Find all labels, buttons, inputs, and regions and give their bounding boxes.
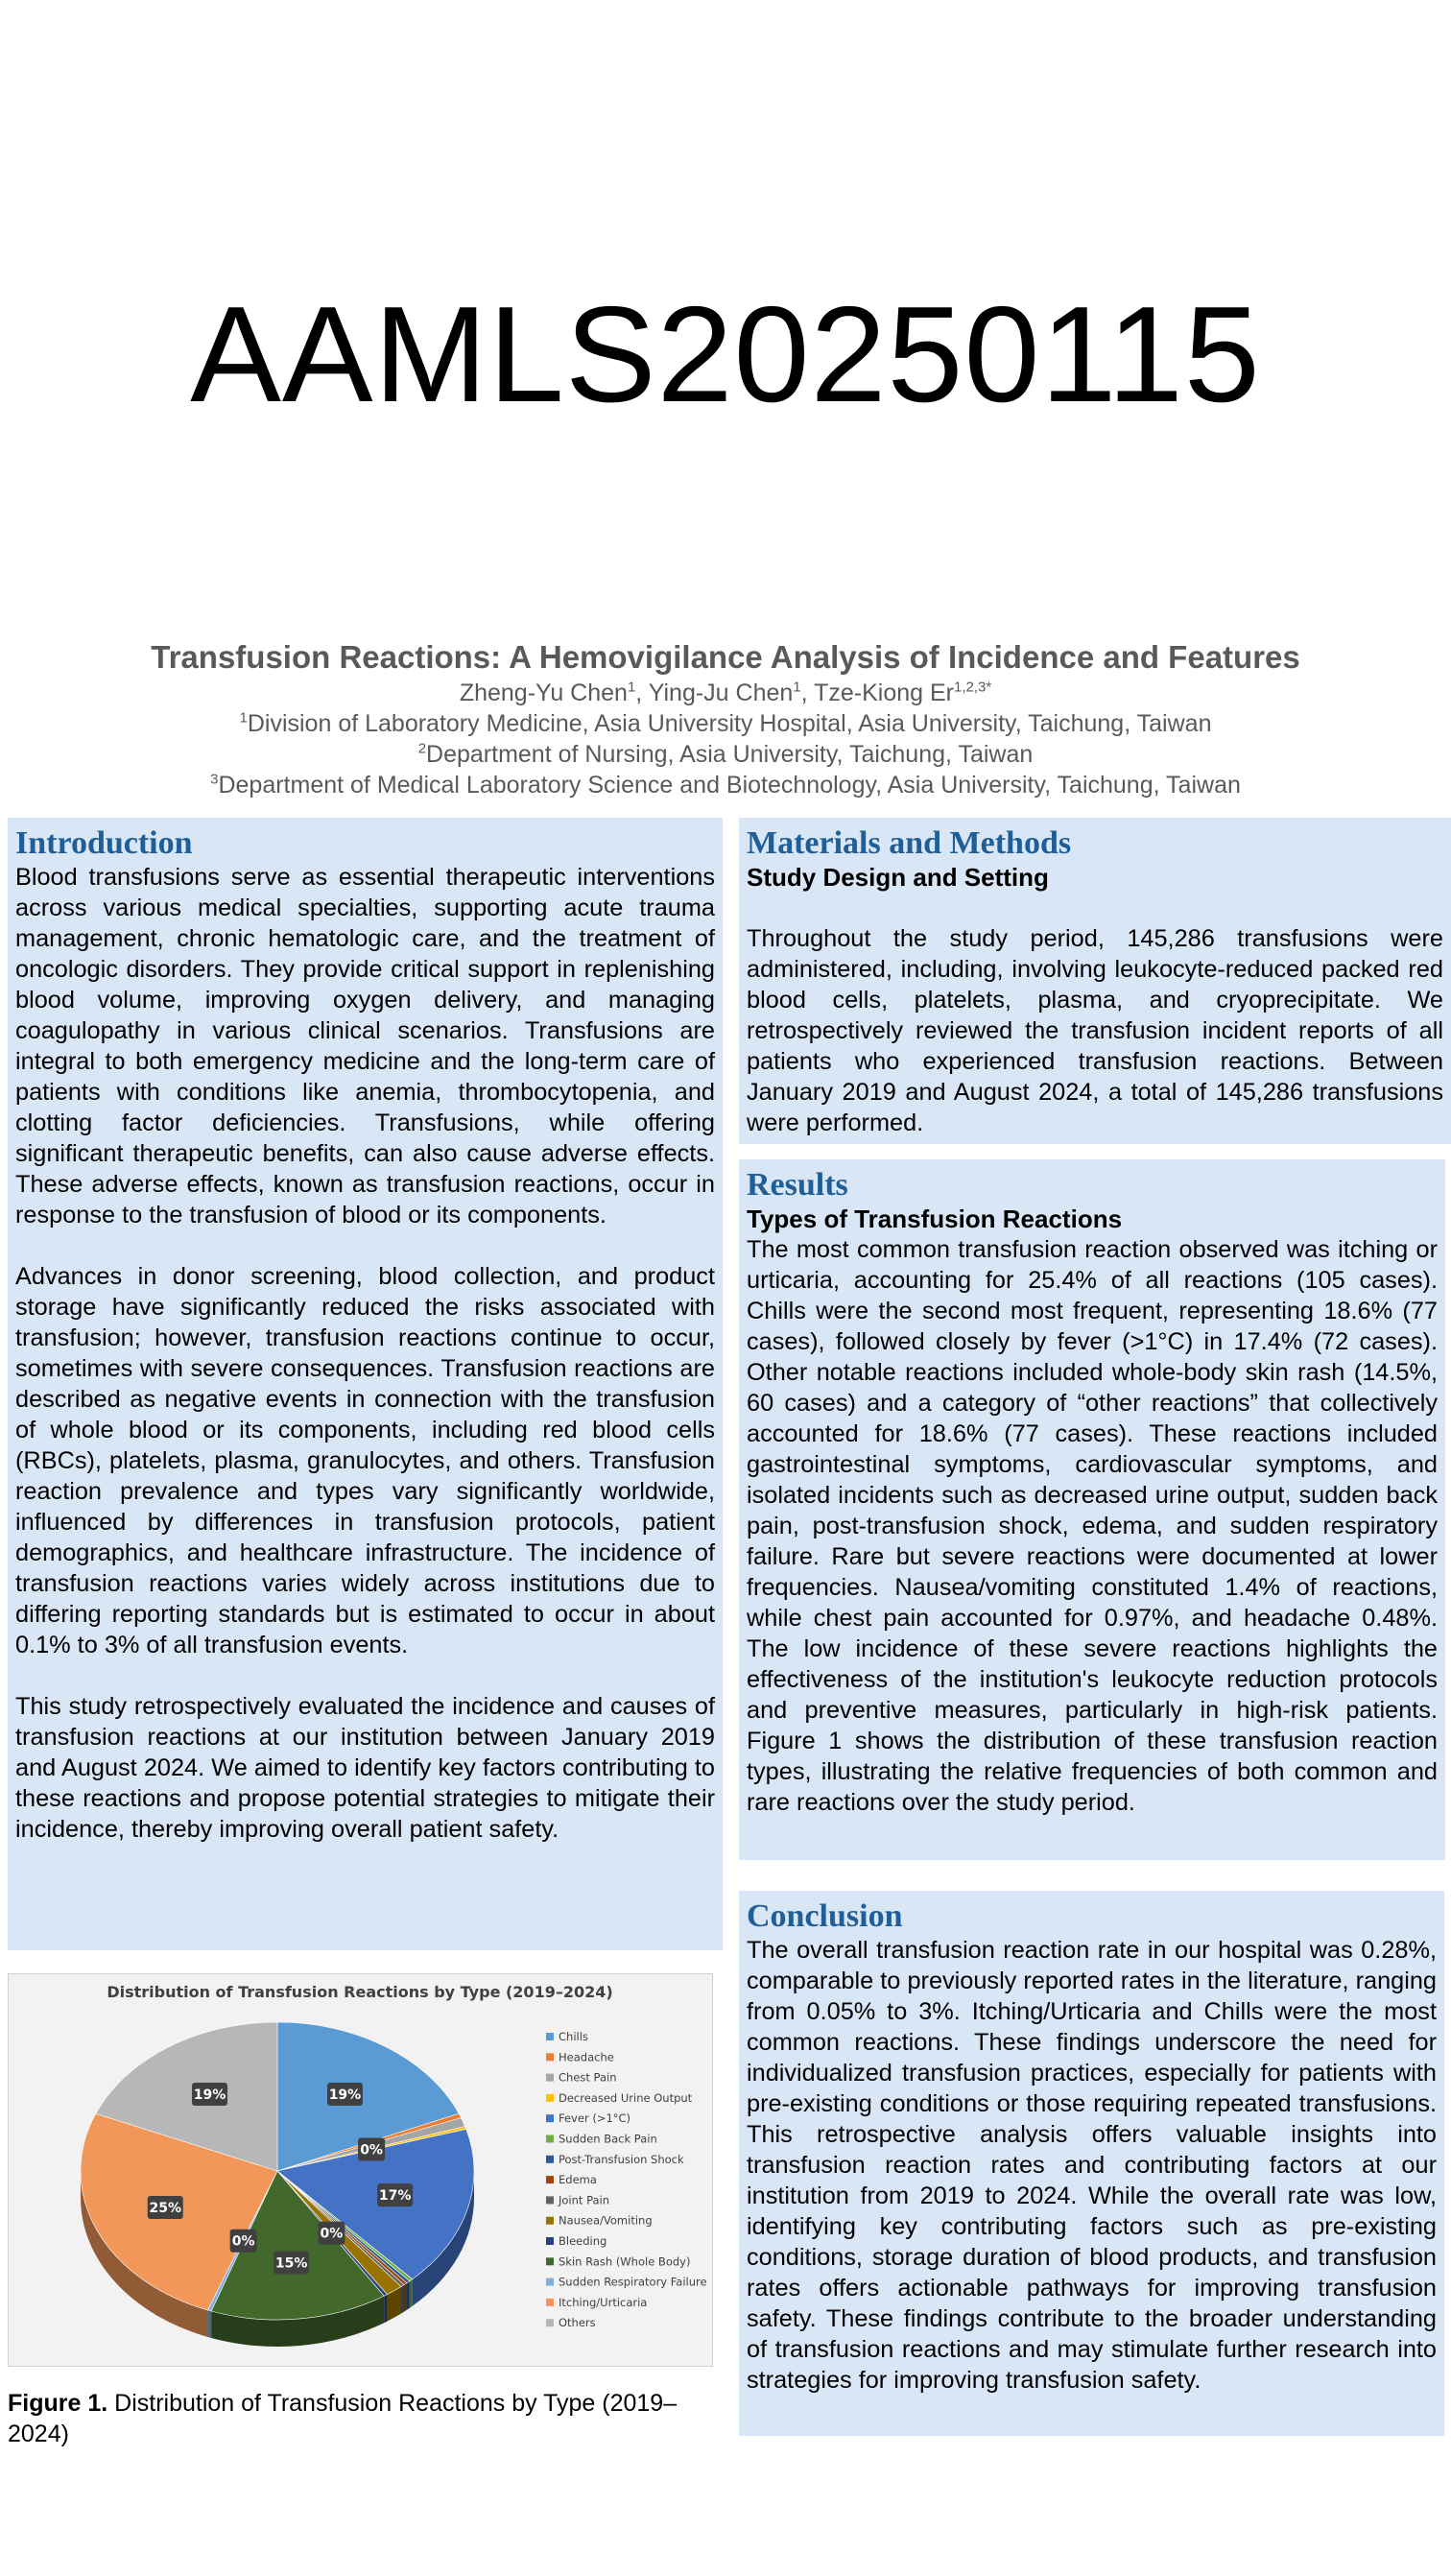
legend-swatch: [546, 2278, 554, 2286]
affiliation: $^2$Department of Nursing, Asia University, Taichung, Taiwan: [417, 740, 1034, 768]
legend-entry: Decreased Urine Output: [559, 2090, 693, 2105]
pie-slice-side: [401, 2285, 404, 2314]
data-label: 25%: [149, 2201, 182, 2217]
legend-swatch: [546, 2114, 554, 2122]
legend-swatch: [546, 2156, 554, 2163]
legend-swatch: [546, 2319, 554, 2326]
pie-chart: [9, 1974, 712, 2366]
pie-slice-side: [407, 2281, 410, 2310]
paragraph: Blood transfusions serve as essential therapeutic interventions across various medical specialties, supporting acute trauma management, chronic hematologic care, and the treatment of oncologic disorders. They provide critical support in replenishing blood volume, improving oxygen delivery, and managing coagulopathy in various clinical scenarios. Transfusions are integral to both emergency medicine and the long-term care of patients with conditions like anemia, thrombocytopenia, and clotting factor deficiencies. Transfusions, while offering significant therapeutic benefits, can also cause adverse effects. These adverse effects, known as transfusion reactions, occur in response to the transfusion of blood or its components.: [15, 864, 715, 1228]
pie-slice-side: [207, 2310, 211, 2338]
legend-entry: Others: [559, 2316, 596, 2330]
pie-slice-side: [404, 2283, 407, 2312]
author-name: Ying-Ju Chen: [648, 680, 794, 706]
introduction-section: [8, 818, 723, 1950]
legend-entry: Headache: [559, 2050, 614, 2064]
legend-swatch: [546, 2094, 554, 2102]
paragraph: The overall transfusion reaction rate in our hospital was 0.28%, comparable to previously reported rates in the literature, ranging from 0.05% to 3%. Itching/Urticaria and Chills were the most common reactions. These findings underscore the need for individualized transfusion practices, especially for patients with pre-existing conditions or those requiring repeated transfusions. This retrospective analysis offers valuable insights into transfusion reaction rates and contributing factors at our institution from 2019 to 2024. While the overall rate was low, identifying key contributing factors such as pre-existing conditions, storage duration of blood products, and transfusion rates offers actionable pathways for improving transfusion safety. These findings contribute to the broader understanding of transfusion reactions and may stimulate further research into strategies for improving transfusion safety.: [747, 1937, 1437, 2394]
results-section: [739, 1159, 1445, 1860]
legend-entry: Skin Rash (Whole Body): [559, 2254, 691, 2269]
author-name: Tze-Kiong Er: [814, 680, 954, 706]
legend-swatch: [546, 2237, 554, 2245]
section-subheading: Study Design and Setting: [747, 863, 1049, 892]
legend-swatch: [546, 2053, 554, 2061]
pie-slice-side: [384, 2295, 387, 2324]
legend-swatch: [546, 2257, 554, 2265]
poster-code-title: AAMLS20250115: [190, 278, 1261, 431]
legend-swatch: [546, 2176, 554, 2183]
data-label: 0%: [231, 2233, 255, 2250]
legend-entry: Joint Pain: [559, 2193, 610, 2207]
legend-entry: Sudden Respiratory Failure: [559, 2275, 707, 2289]
legend-entry: Bleeding: [559, 2234, 607, 2248]
legend-swatch: [546, 2074, 554, 2082]
affiliation: $^1$Division of Laboratory Medicine, Asia University Hospital, Asia University, Taichung, Taiwan: [239, 709, 1212, 737]
legend-swatch: [546, 2217, 554, 2225]
data-label: 19%: [328, 2087, 362, 2104]
legend-swatch: [546, 2033, 554, 2040]
legend-entry: Fever (>1°C): [559, 2111, 631, 2126]
affiliation: $^3$Department of Medical Laboratory Science and Biotechnology, Asia University, Taichung, Taiwan: [210, 771, 1241, 799]
section-subheading: Types of Transfusion Reactions: [747, 1205, 1123, 1233]
paragraph: This study retrospectively evaluated the incidence and causes of transfusion reactions at our institution between January 2019 and August 2024. We aimed to identify key factors contributing to these reactions and propose potential strategies to mitigate their incidence, thereby improving overall patient safety.: [15, 1693, 715, 1843]
paragraph: Advances in donor screening, blood collection, and product storage have significantly reduced the risks associated with transfusion; however, transfusion reactions continue to occur, sometimes with severe consequences. Transfusion reactions are described as negative events in connection with the transfusion of whole blood or its components, including red blood cells (RBCs), platelets, plasma, granulocytes, and others. Transfusion reaction prevalence and types vary significantly worldwide, influenced by differences in transfusion protocols, patient demographics, and healthcare infrastructure. The incidence of transfusion reactions varies widely across institutions due to differing reporting standards but is estimated to occur in about 0.1% to 3% of all transfusion events.: [15, 1263, 715, 1658]
data-label: 15%: [274, 2255, 308, 2272]
methods-section: [739, 818, 1451, 1144]
paragraph: The most common transfusion reaction observed was itching or urticaria, accounting for 25.4% of all reactions (105 cases). Chills were the second most frequent, representing 18.6% (77 cases), followed closely by fever (>1°C) in 17.4% (72 cases). Other notable reactions included whole-body skin rash (14.5%, 60 cases) and a category of “other reactions” that collectively accounted for 18.6% (77 cases). These reactions included gastrointestinal symptoms, cardiovascular symptoms, and isolated incidents such as decreased urine output, sudden back pain, post-transfusion shock, edema, and sudden respiratory failure. Rare but severe reactions were documented at lower frequencies. Nausea/vomiting constituted 1.4% of reactions, while chest pain accounted for 0.97%, and headache 0.48%. The low incidence of these severe reactions highlights the effectiveness of the institution's leukocyte reduction protocols and preventive measures, particularly in high-risk patients. Figure 1 shows the distribution of these transfusion reaction types, illustrating the relative frequencies of both common and rare reactions over the study period.: [747, 1236, 1438, 1816]
author-list: Zheng-Yu Chen$^1$, Ying-Ju Chen$^1$, Tze-Kiong $Er^{1,2,3*}$: [459, 679, 992, 706]
poster-header: [0, 637, 1451, 800]
figure-caption: Figure 1. Distribution of Transfusion Reactions by Type (2019–2024): [8, 2390, 678, 2447]
paragraph: Throughout the study period, 145,286 transfusions were administered, including, involving leukocyte-reduced packed red blood cells, platelets, plasma, and cryoprecipitate. We retrospectively reviewed the transfusion incident reports of all patients who experienced transfusion reactions. Between January 2019 and August 2024, a total of 145,286 transfusions were performed.: [747, 925, 1443, 1136]
section-heading: Introduction: [15, 825, 193, 861]
legend-swatch: [546, 2135, 554, 2143]
legend-entry: Itching/Urticaria: [559, 2295, 648, 2309]
legend-entry: Sudden Back Pain: [559, 2132, 657, 2146]
legend-entry: Edema: [559, 2173, 597, 2187]
section-heading: Conclusion: [747, 1898, 903, 1934]
paper-title: Transfusion Reactions: A Hemovigilance Analysis of Incidence and Features: [151, 639, 1300, 675]
section-heading: Results: [747, 1167, 848, 1203]
data-label: 17%: [378, 2188, 412, 2205]
section-heading: Materials and Methods: [747, 825, 1072, 861]
conclusion-section: [739, 1891, 1444, 2436]
data-label: 0%: [320, 2226, 344, 2242]
legend-entry: Post-Transfusion Shock: [559, 2152, 684, 2166]
chart-title: Distribution of Transfusion Reactions by Type (2019–2024): [107, 1983, 613, 2001]
data-label: 19%: [193, 2087, 226, 2104]
legend-entry: Nausea/Vomiting: [559, 2213, 653, 2228]
author-name: Zheng-Yu Chen: [459, 680, 628, 706]
legend-entry: Chest Pain: [559, 2070, 617, 2085]
figure-1-chart: [8, 1973, 713, 2367]
legend-entry: Chills: [559, 2030, 588, 2043]
pie-slice-side: [410, 2279, 413, 2308]
legend-swatch: [546, 2196, 554, 2204]
legend-swatch: [546, 2299, 554, 2306]
data-label: 0%: [360, 2142, 383, 2159]
